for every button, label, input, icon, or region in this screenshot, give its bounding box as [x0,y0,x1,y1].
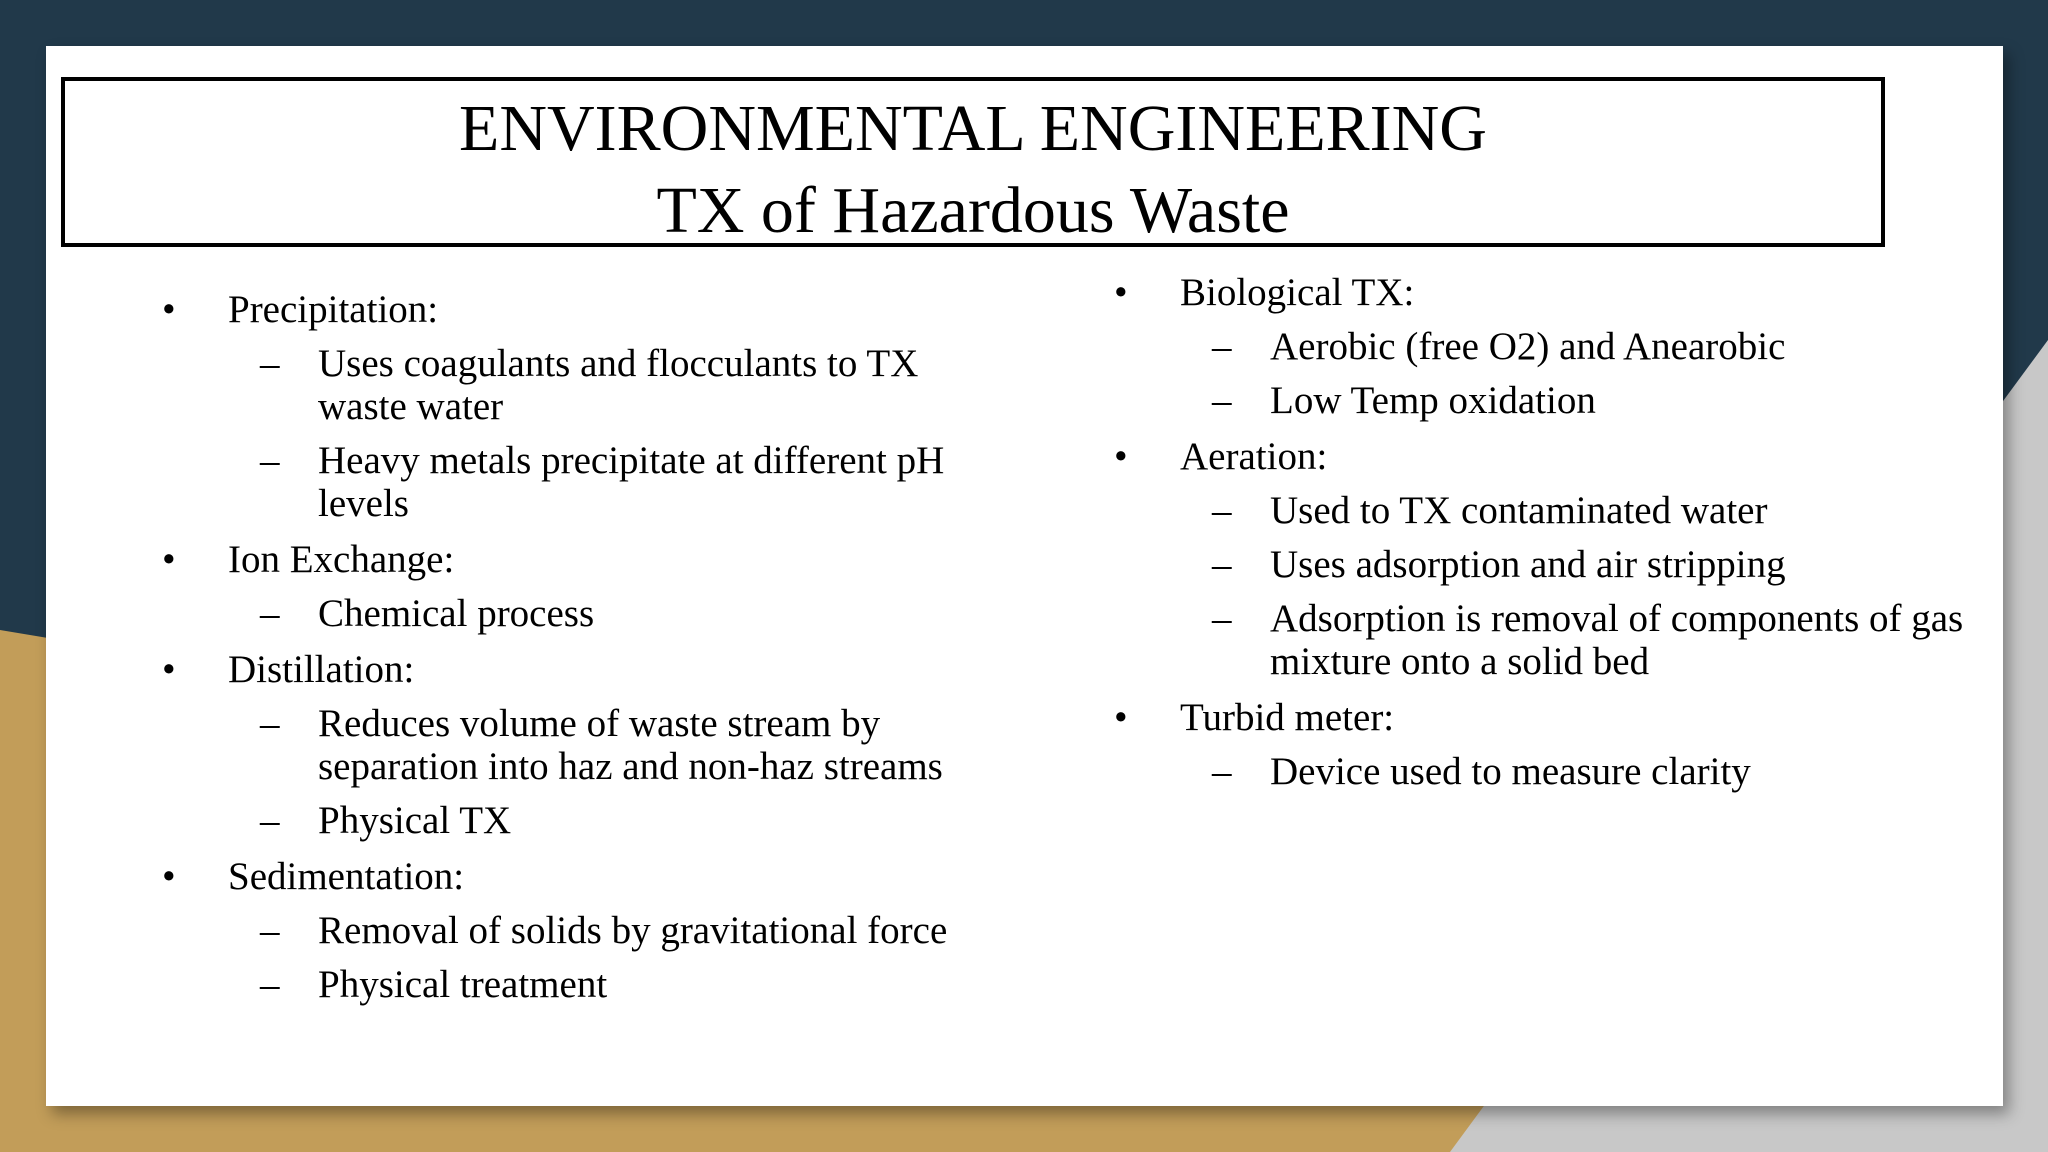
sub-item [120,592,1000,635]
bullet-label: Aeration: [1180,435,1328,478]
dash-marker: – [1212,750,1232,793]
sub-item-text: Reduces volume of waste stream by separation into haz and non-haz streams [318,702,943,788]
title-line-2: TX of Hazardous Waste [656,174,1290,247]
sub-item-text: Uses adsorption and air stripping [1270,543,1786,586]
sub-item-text: Heavy metals precipitate at different pH levels [318,439,945,525]
sub-item-text: Low Temp oxidation [1270,379,1596,422]
sub-item-text: Device used to measure clarity [1270,750,1751,793]
bullet-item [1072,271,1972,314]
title-box [61,77,1885,247]
bullet-marker: • [162,648,176,691]
bullet-label: Precipitation: [228,288,439,331]
dash-marker: – [260,342,280,385]
bullet-label: Sedimentation: [228,855,465,898]
dash-marker: – [260,963,280,1006]
bullet-marker: • [1114,271,1128,314]
title-line-1: ENVIRONMENTAL ENGINEERING [459,92,1487,165]
sub-item [120,963,1000,1006]
dash-marker: – [260,799,280,842]
sub-item-text: Aerobic (free O2) and Anearobic [1270,325,1786,368]
sub-item [1072,750,1972,793]
dash-marker: – [1212,489,1232,532]
sub-item-text: Physical TX [318,799,512,842]
bullet-label: Turbid meter: [1180,696,1395,739]
sub-item-text: Removal of solids by gravitational force [318,909,948,952]
bullet-marker: • [162,855,176,898]
dash-marker: – [1212,597,1232,640]
bullet-item [120,538,1000,581]
bullet-marker: • [162,288,176,331]
dash-marker: – [260,439,280,482]
sub-item [120,909,1000,952]
sub-item [1072,543,1972,586]
slide [46,46,2003,1106]
bullet-label: Ion Exchange: [228,538,455,581]
sub-item [120,439,1000,525]
sub-item [1072,489,1972,532]
dash-marker: – [1212,325,1232,368]
bullet-label: Biological TX: [1180,271,1415,314]
bullet-marker: • [162,538,176,581]
dash-marker: – [260,909,280,952]
sub-item-text: Physical treatment [318,963,608,1006]
sub-item [1072,379,1972,422]
bullet-item [120,288,1000,331]
sub-item [1072,597,1972,683]
bullet-item [1072,696,1972,739]
bullet-marker: • [1114,435,1128,478]
bullet-marker: • [1114,696,1128,739]
bullet-item [120,648,1000,691]
dash-marker: – [1212,543,1232,586]
right-column [1072,271,1972,793]
bullet-label: Distillation: [228,648,415,691]
bullet-item [120,855,1000,898]
sub-item-text: Used to TX contaminated water [1270,489,1768,532]
sub-item-text: Uses coagulants and flocculants to TX waste water [318,342,919,428]
dash-marker: – [260,702,280,745]
dash-marker: – [1212,379,1232,422]
bullet-item [1072,435,1972,478]
sub-item-text: Adsorption is removal of components of gas mixture onto a solid bed [1270,597,1964,683]
sub-item-text: Chemical process [318,592,595,635]
sub-item [120,342,1000,428]
left-column [120,288,1000,1006]
sub-item [120,799,1000,842]
sub-item [120,702,1000,788]
dash-marker: – [260,592,280,635]
sub-item [1072,325,1972,368]
